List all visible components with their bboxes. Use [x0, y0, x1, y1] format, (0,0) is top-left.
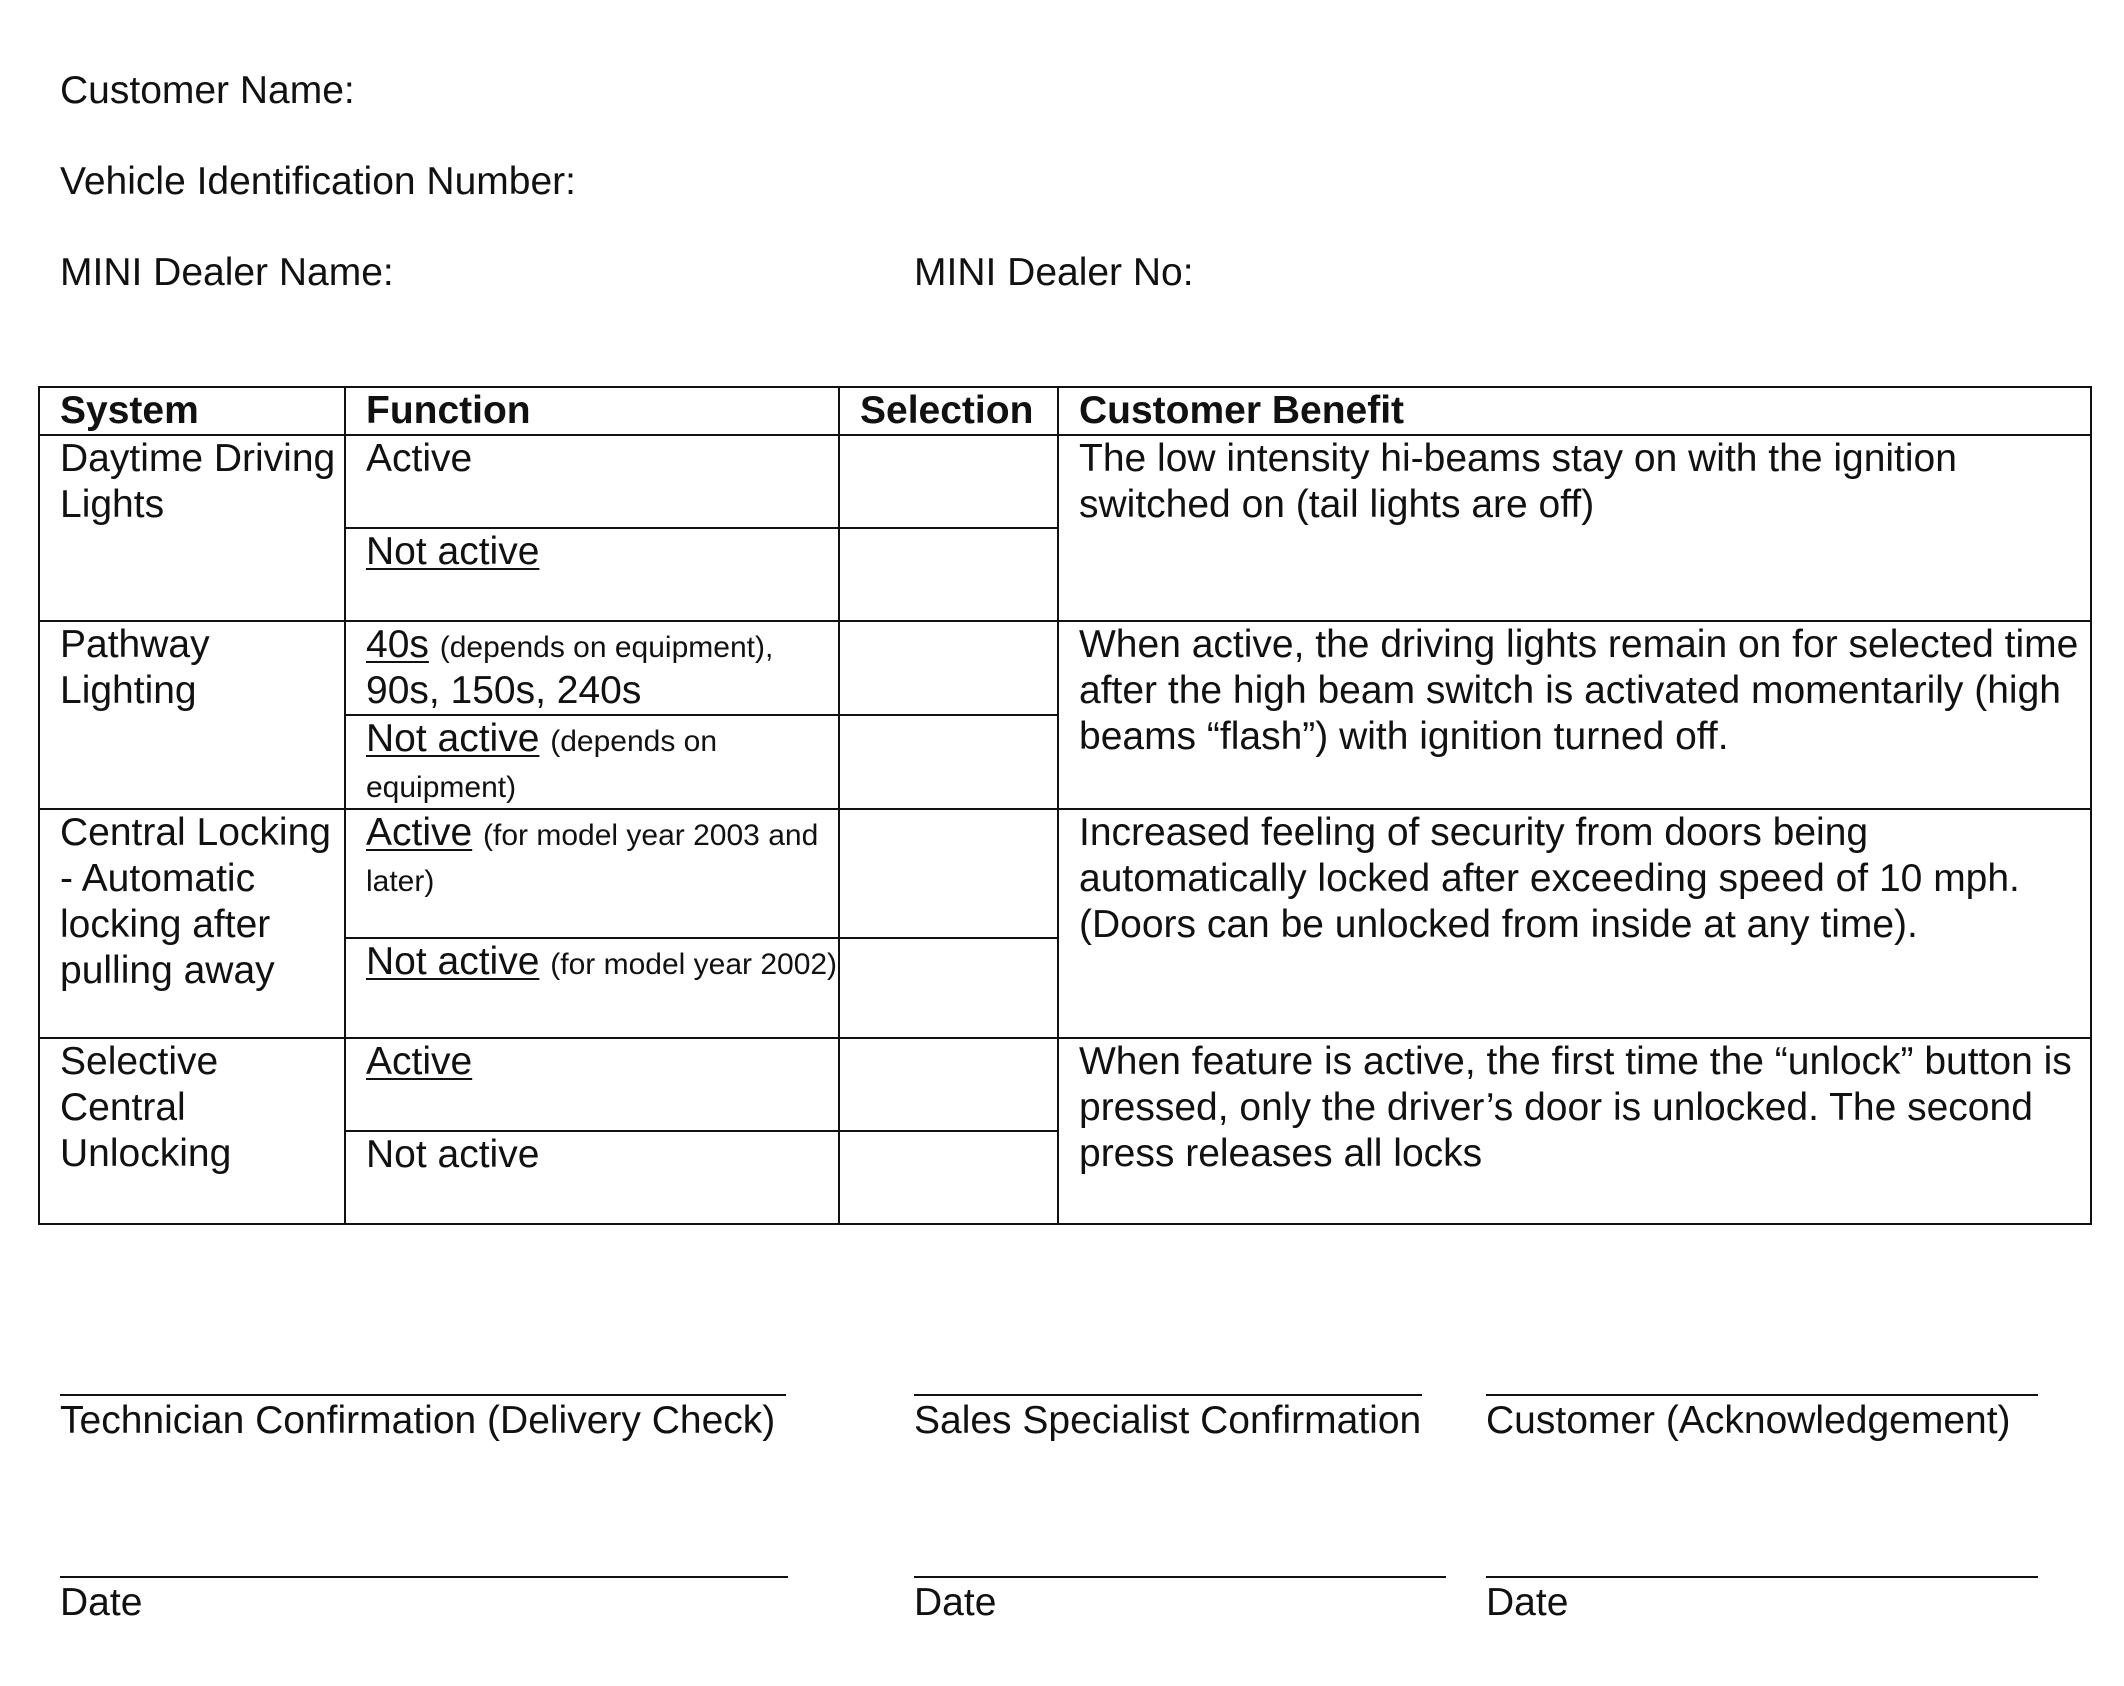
customer-name-label: Customer Name: — [60, 69, 355, 112]
selection-header: Selection — [839, 387, 1058, 435]
selection-cell[interactable] — [839, 435, 1058, 528]
function-cell — [345, 528, 839, 621]
function-option: Active — [366, 437, 473, 480]
table-row — [39, 435, 2091, 528]
function-cell — [345, 1038, 839, 1131]
system-cell: Daytime Driving Lights — [39, 435, 345, 621]
function-note: (for model year 2002) — [550, 948, 838, 981]
function-note: (depends on equipment), — [439, 631, 774, 664]
customer-date-line[interactable] — [1486, 1576, 2038, 1578]
customer-date-label: Date — [1486, 1581, 1569, 1624]
function-option: Not active — [366, 530, 540, 573]
function-note: (depends on equipment) — [366, 725, 718, 804]
sales-signature-line[interactable] — [914, 1394, 1422, 1396]
customer-acknowledgement-label: Customer (Acknowledgement) — [1486, 1399, 2011, 1442]
table-header-row — [39, 387, 2091, 435]
sales-confirmation-label: Sales Specialist Confirmation — [914, 1399, 1422, 1442]
customer-signature-line[interactable] — [1486, 1394, 2038, 1396]
function-cell — [345, 621, 839, 715]
function-option: Active — [366, 811, 473, 854]
selection-cell[interactable] — [839, 528, 1058, 621]
system-cell: Central Locking - Automatic locking after pulling away — [39, 809, 345, 1038]
dealer-no-label: MINI Dealer No: — [914, 251, 1194, 294]
selection-cell[interactable] — [839, 1131, 1058, 1224]
technician-date-label: Date — [60, 1581, 143, 1624]
sales-date-label: Date — [914, 1581, 997, 1624]
selection-cell[interactable] — [839, 1038, 1058, 1131]
table-row — [39, 809, 2091, 938]
options-table — [38, 386, 2092, 1225]
vin-label: Vehicle Identification Number: — [60, 160, 576, 203]
function-cell — [345, 1131, 839, 1224]
function-note: (for model year 2003 and later) — [366, 819, 819, 898]
function-option: Not active — [366, 940, 540, 983]
function-header: Function — [345, 387, 839, 435]
system-cell: Pathway Lighting — [39, 621, 345, 809]
function-cell — [345, 938, 839, 1038]
function-cell — [345, 809, 839, 938]
benefit-cell: Increased feeling of security from doors being automatically locked after exceeding speed of 10 mph. (Doors can be unlocked from inside at any time). — [1058, 809, 2091, 1038]
function-cell — [345, 715, 839, 809]
dealer-name-label: MINI Dealer Name: — [60, 251, 394, 294]
function-cell — [345, 435, 839, 528]
selection-cell[interactable] — [839, 809, 1058, 938]
selection-cell[interactable] — [839, 938, 1058, 1038]
selection-cell[interactable] — [839, 715, 1058, 809]
system-header: System — [39, 387, 345, 435]
table-row — [39, 1038, 2091, 1131]
table-row — [39, 621, 2091, 715]
function-option: Active — [366, 1040, 473, 1083]
technician-date-line[interactable] — [60, 1576, 788, 1578]
system-cell: Selective Central Unlocking — [39, 1038, 345, 1224]
sales-date-line[interactable] — [914, 1576, 1446, 1578]
function-option: Not active — [366, 1133, 540, 1176]
benefit-cell: The low intensity hi-beams stay on with the ignition switched on (tail lights are off) — [1058, 435, 2091, 621]
technician-confirmation-label: Technician Confirmation (Delivery Check) — [60, 1399, 776, 1442]
technician-signature-line[interactable] — [60, 1394, 786, 1396]
benefit-cell: When feature is active, the first time the “unlock” button is pressed, only the driver’s door is unlocked. The second press releases all locks — [1058, 1038, 2091, 1224]
function-option: 40s — [366, 623, 429, 666]
benefit-cell: When active, the driving lights remain on for selected time after the high beam switch is activated momentarily (high beams “flash”) with ignition turned off. — [1058, 621, 2091, 809]
function-option: Not active — [366, 717, 540, 760]
function-extra: 90s, 150s, 240s — [366, 669, 642, 712]
selection-cell[interactable] — [839, 621, 1058, 715]
benefit-header: Customer Benefit — [1058, 387, 2091, 435]
